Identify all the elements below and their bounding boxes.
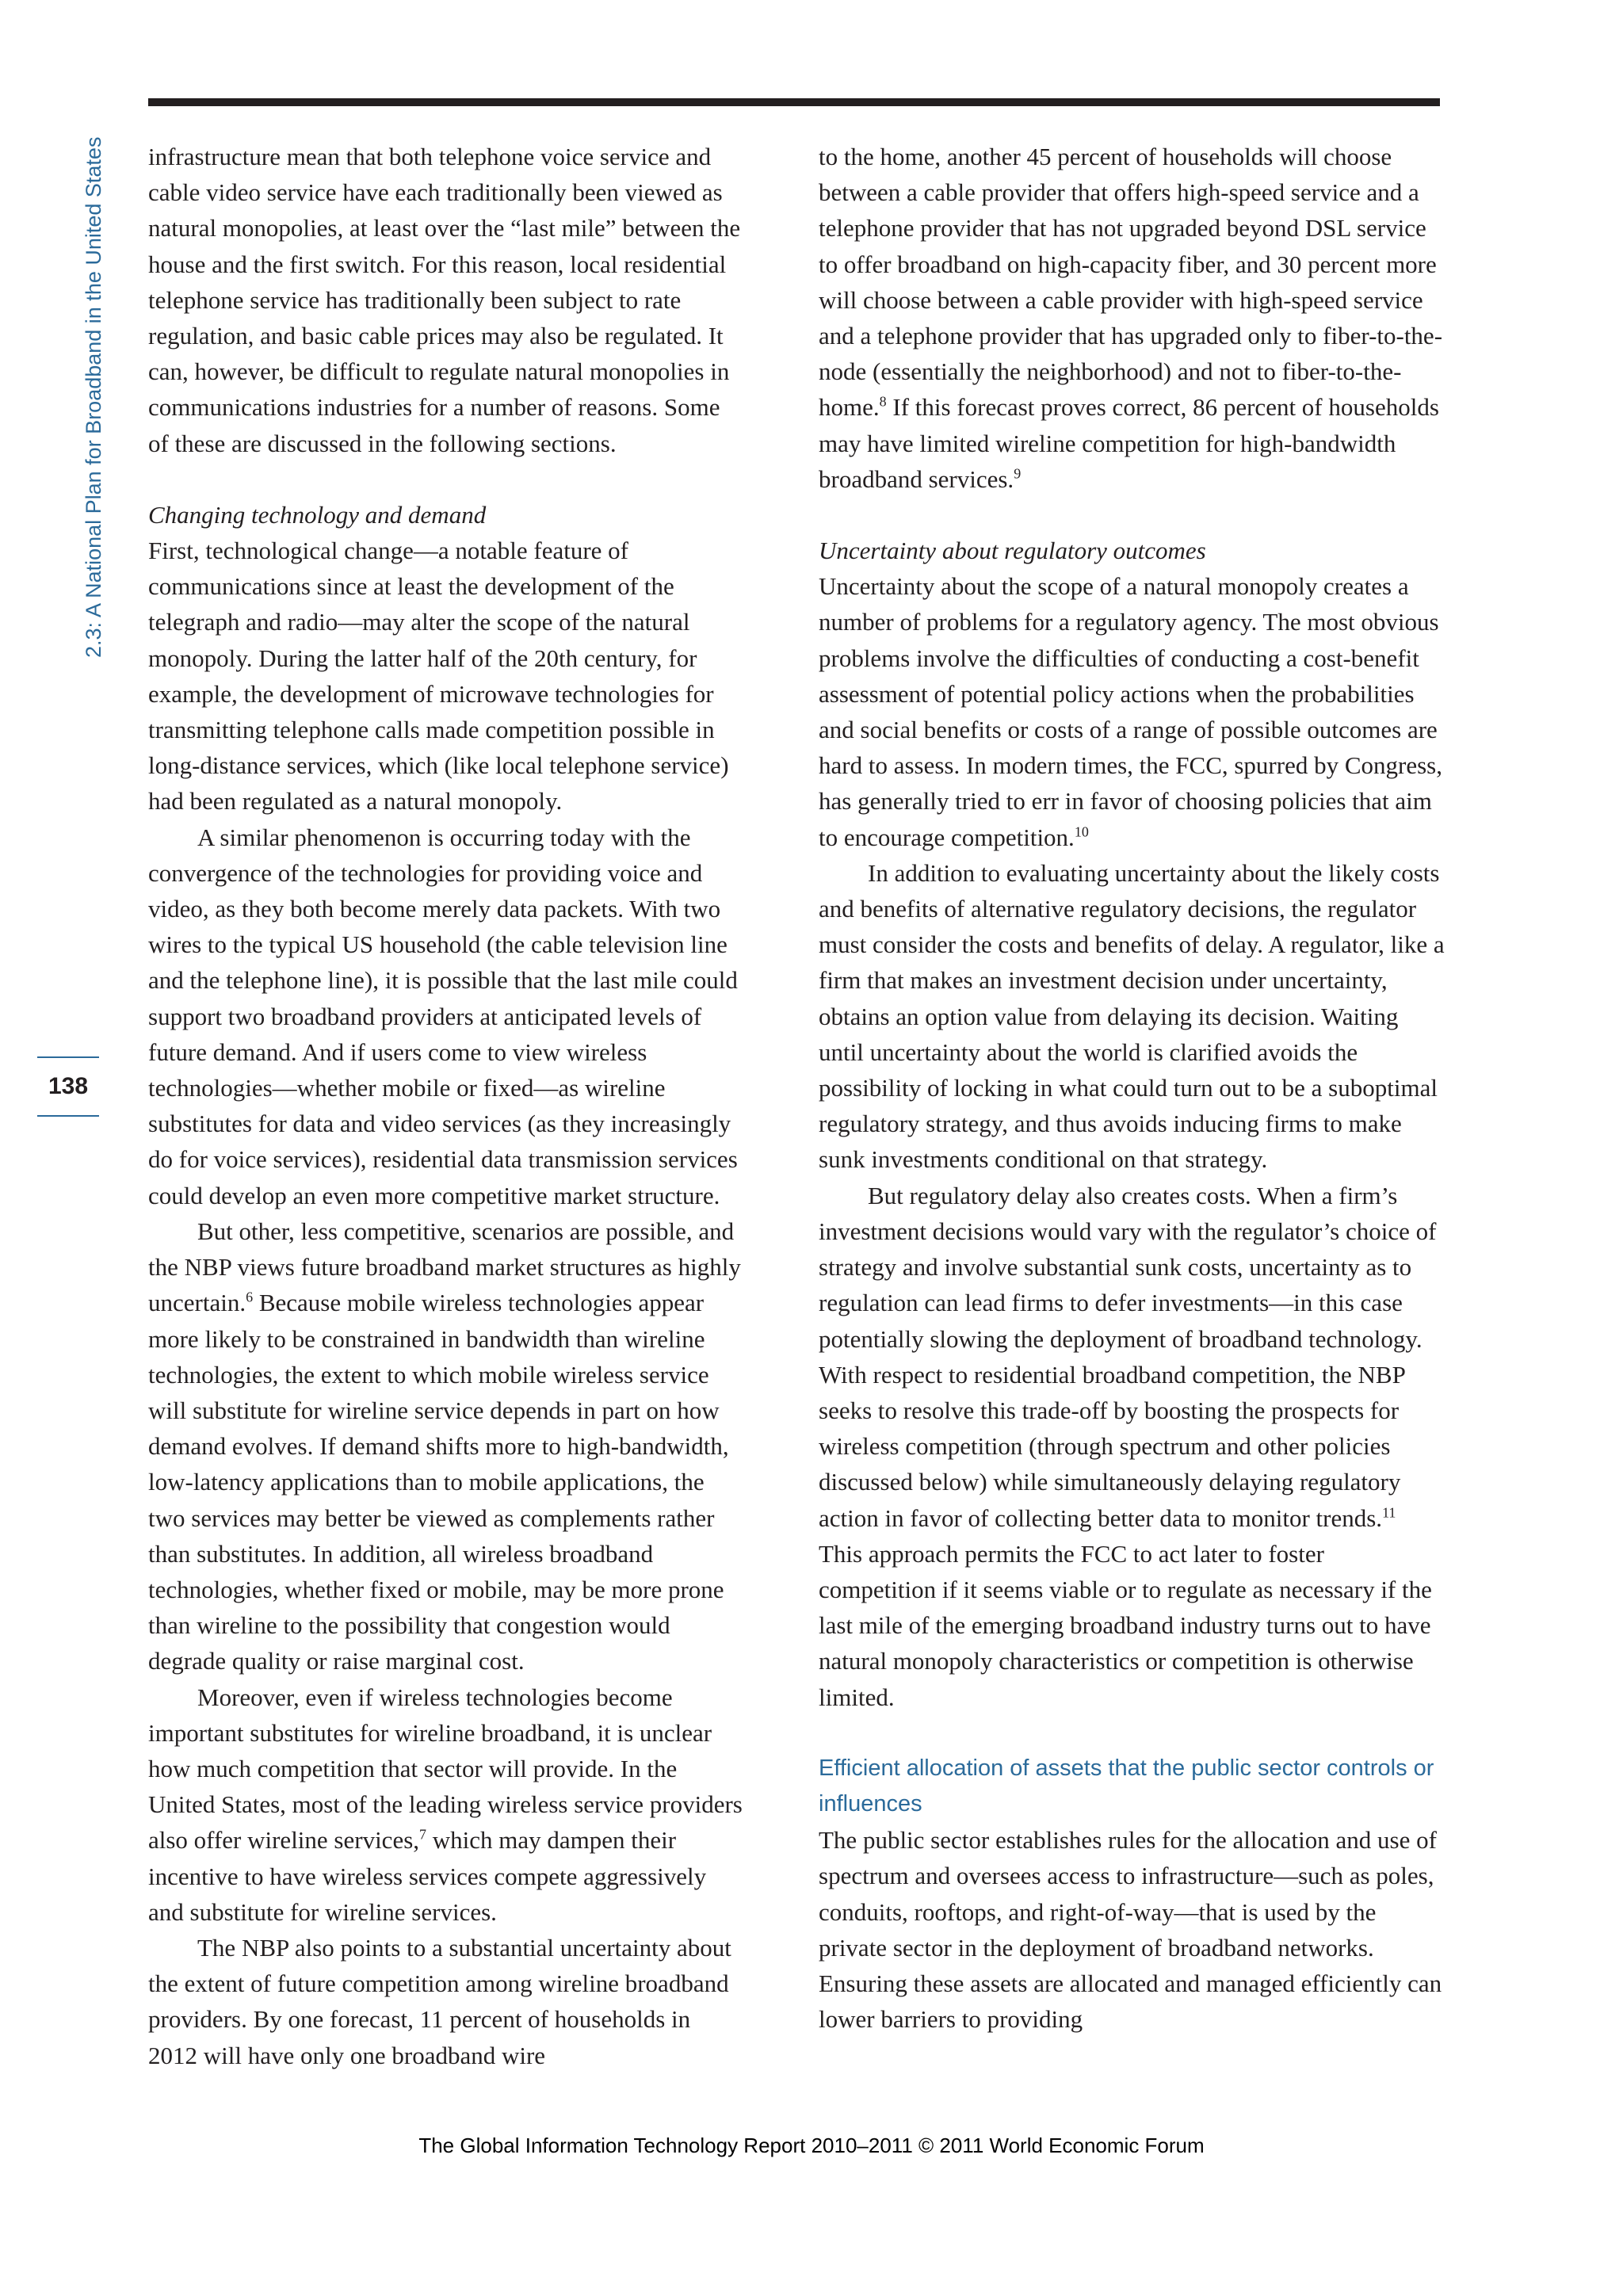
paragraph: The public sector establishes rules for the allocation and use of spectrum and oversees access to infrastructure—such as poles, conduits, rooftops, and right-of-way—that is used by the private sector in the deployment of broadband networks. Ensuring these assets are allocated and managed efficiently can lower barriers to providing: [819, 1826, 1442, 2034]
paragraph: First, technological change—a notable feature of communications since at least the development of the telegraph and radio—may alter the scope of the natural monopoly. During the latter half of the 20th century, for example, the development of microwave technologies for transmitting telephone calls made competition possible in long-distance services, which (like local telephone service) had been regulated as a natural monopoly.: [148, 537, 729, 816]
paragraph: But regulatory delay also creates costs. When a firm’s investment decisions would vary with the regulator’s choice of strategy and involve substantial sunk costs, uncertainty as to regulation can lead firms to defer investments—in this case potentially slowing the deployment of broadband technology. With respect to residential broadband competition, the NBP seeks to resolve this trade-off by boosting the prospects for wireless competition (through spectrum and other policies discussed below) while simultaneously delaying regulatory action in favor of collecting better data to monitor trends.$^{11}$ This approach permits the FCC to act later to foster competition if it seems viable or to regulate as necessary if the last mile of the emerging broadband industry turns out to have natural monopoly characteristics or competition is otherwise limited.: [819, 1181, 1437, 1711]
top-rule: [148, 98, 1440, 106]
page-footer: The Global Information Technology Report 2010–2011 © 2011 World Economic Forum: [418, 2134, 1205, 2157]
footnote-ref: 6: [246, 1289, 254, 1305]
footnote-ref: 7: [419, 1827, 427, 1843]
footnote-ref: 9: [1014, 465, 1022, 482]
footnote-ref: 10: [1074, 823, 1089, 840]
page-number-box: [37, 1056, 99, 1117]
running-header: 2.3: A National Plan for Broadband in the United States: [82, 136, 105, 658]
right-column: [819, 139, 1445, 2037]
section-heading: Changing technology and demand: [148, 500, 487, 529]
paragraph: A similar phenomenon is occurring today with the convergence of the technologies for providing voice and video, as they both become merely data packets. With two wires to the typical US household (the cable television line and the telephone line), it is possible that the last mile could support two broadband providers at anticipated levels of future demand. And if users come to view wireless technologies—whether mobile or fixed—as wireline substitutes for data and video services (as they increasingly do for voice services), residential data transmission services could develop an even more competitive market structure.: [148, 823, 738, 1209]
footnote-ref: 11: [1382, 1504, 1396, 1521]
page-number: 138: [48, 1073, 89, 1099]
paragraph: The NBP also points to a substantial uncertainty about the extent of future competition among wireline broadband providers. By one forecast, 11 percent of households in 2012 will have only one broadband wire: [148, 1933, 731, 2069]
paragraph: In addition to evaluating uncertainty about the likely costs and benefits of alternative regulatory decisions, the regulator must consider the costs and benefits of delay. A regulator, like a firm that makes an investment decision under uncertainty, obtains an option value from delaying its decision. Waiting until uncertainty about the world is clarified avoids the possibility of locking in what could turn out to be a suboptimal regulatory strategy, and thus avoids inducing firms to make sunk investments conditional on that strategy.: [819, 858, 1445, 1174]
subsection-heading: Efficient allocation of assets that the public sector controls or influences: [819, 1755, 1434, 1817]
section-heading: Uncertainty about regulatory outcomes: [819, 537, 1206, 565]
paragraph: to the home, another 45 percent of households will choose between a cable provider that offers high-speed service and a telephone provider that has not upgraded beyond DSL service to offer broadband on high-capacity fiber, and 30 percent more will choose between a cable provider with high-speed service and a telephone provider that has upgraded only to fiber-to-the-node (essentially the neighborhood) and not to fiber-to-the-home.$^8$ If this forecast proves correct, 86 percent of households may have limited wireline competition for high-bandwidth broadband services.$^9$: [819, 143, 1443, 493]
paragraph: But other, less competitive, scenarios are possible, and the NBP views future broadband market structures as highly uncertain.$^6$ Because mobile wireless technologies appear more likely to be constrained in bandwidth than wireline technologies, the extent to which mobile wireless service will substitute for wireline service depends in part on how demand evolves. If demand shifts more to high-bandwidth, low-latency applications than to mobile applications, the two services may better be viewed as complements rather than substitutes. In addition, all wireless broadband technologies, whether fixed or mobile, may be more prone than wireline to the possibility that congestion would degrade quality or raise marginal cost.: [148, 1217, 741, 1675]
left-column: [148, 139, 744, 2073]
footnote-ref: 8: [879, 394, 887, 411]
paragraph: Moreover, even if wireless technologies become important substitutes for wireline broadband, it is unclear how much competition that sector will provide. In the United States, most of the leading wireless service providers also offer wireline services,$^7$ which may dampen their incentive to have wireless services compete aggressively and substitute for wireline services.: [148, 1683, 743, 1926]
paragraph: infrastructure mean that both telephone voice service and cable video service have each traditionally been viewed as natural monopolies, at least over the “last mile” between the house and the first switch. For this reason, local residential telephone service has traditionally been subject to rate regulation, and basic cable prices may also be regulated. It can, however, be difficult to regulate natural monopolies in communications industries for a number of reasons. Some of these are discussed in the following sections.: [148, 143, 741, 457]
paragraph: Uncertainty about the scope of a natural monopoly creates a number of problems for a regulatory agency. The most obvious problems involve the difficulties of conducting a cost-benefit assessment of potential policy actions when the probabilities and social benefits or costs of a range of possible outcomes are hard to assess. In modern times, the FCC, spurred by Congress, has generally tried to err in favor of choosing policies that aim to encourage competition.$^{10}$: [819, 572, 1442, 851]
